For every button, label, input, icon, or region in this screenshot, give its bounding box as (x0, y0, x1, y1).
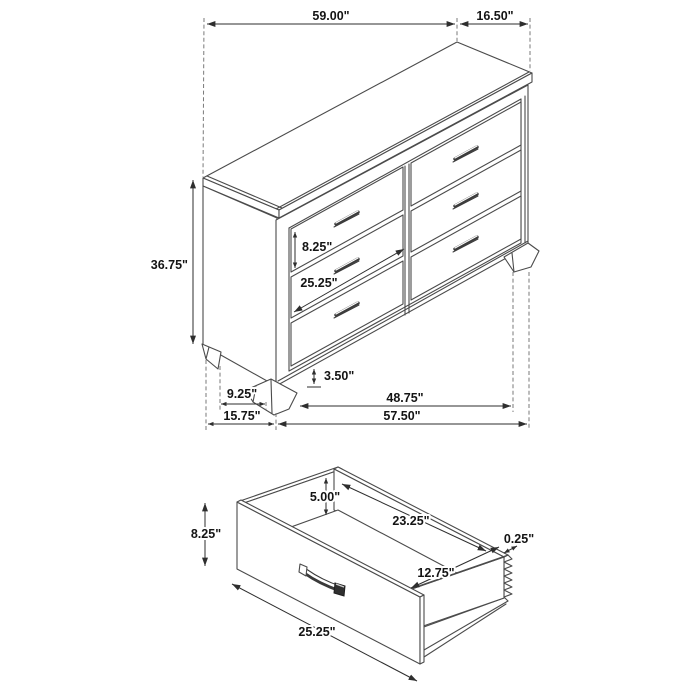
dim-drawer-side-thickness (504, 532, 534, 553)
dovetail-joint (504, 555, 512, 601)
dresser-figure (151, 9, 539, 430)
dim-drawer-front-width-label: 25.25" (298, 625, 336, 639)
dim-foot-spacing-depth-label: 9.25" (226, 387, 258, 401)
dim-drawer-inner-height-label: 5.00" (309, 490, 341, 504)
dim-drawer-front-width-label: 25.25" (300, 276, 338, 290)
dim-drawer-side-thickness-label: 0.25" (503, 532, 535, 546)
dim-top-depth-label: 16.50" (476, 9, 514, 23)
dim-top-width-label: 59.00" (312, 9, 350, 23)
dim-foot-spacing-width (300, 391, 511, 406)
dim-drawer-front-height-label: 8.25" (190, 527, 222, 541)
dim-drawer-front-height-label: 8.25" (302, 240, 333, 254)
drawer-figure (191, 467, 534, 681)
dim-overall-depth (208, 409, 274, 424)
dim-overall-height (151, 180, 193, 344)
dim-overall-height-label: 36.75" (150, 258, 188, 272)
dim-drawer-inner-width-label: 23.25" (392, 514, 430, 528)
dim-overall-depth-label: 15.75" (223, 409, 261, 423)
dim-foot-height (307, 369, 354, 387)
dim-overall-front-width-label: 57.50" (383, 409, 421, 423)
dim-overall-front-width (278, 409, 527, 424)
dim-top-width (207, 9, 455, 24)
dim-top-depth (460, 9, 528, 24)
dim-foot-spacing-width-label: 48.75" (386, 391, 424, 405)
dim-drawer-inner-depth-label: 12.75" (417, 566, 455, 580)
dim-drawer-front-height (191, 503, 221, 566)
dim-foot-height-label: 3.50" (324, 369, 355, 383)
